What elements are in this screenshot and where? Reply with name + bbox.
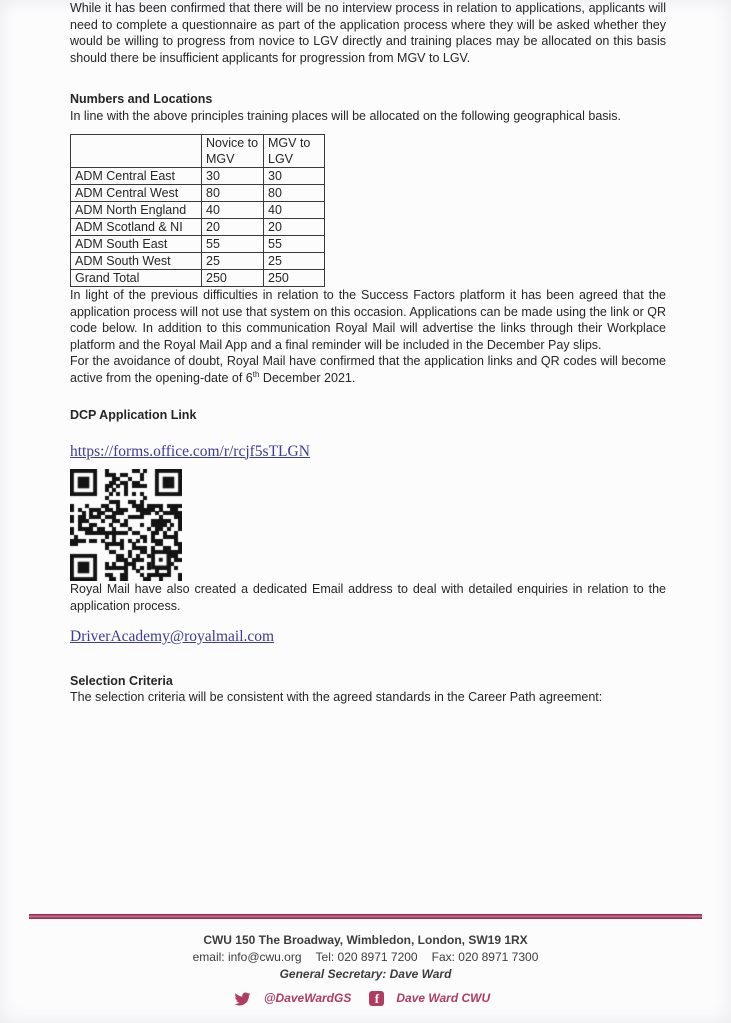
table-row (71, 185, 325, 202)
qr-code-container (70, 469, 666, 581)
table-header-blank (71, 135, 202, 168)
cell-novice: 30 (202, 168, 264, 185)
allocation-table (70, 134, 325, 287)
table-header-row (71, 135, 325, 168)
page-footer (0, 914, 731, 1007)
table-row-grand-total (71, 270, 325, 287)
table-row (71, 253, 325, 270)
heading-selection-criteria: Selection Criteria (70, 673, 173, 688)
paragraph-success-factors: In light of the previous difficulties in relation to the Success Factors platform it has been agreed that the application process will not use that system on this occasion. Applications can be made using the link or QR code below. In addition to this communication Royal Mail will advertise the links through their Workplace platform and the Royal Mail App and a final reminder will be included in the December Pay slips. (70, 288, 666, 352)
cell-novice: 20 (202, 219, 264, 236)
footer-contact-line (0, 949, 731, 966)
cell-area: ADM North England (71, 202, 202, 219)
footer-fax: Fax: 020 8971 7300 (431, 950, 539, 964)
cell-area: ADM South East (71, 236, 202, 253)
footer-tel: Tel: 020 8971 7200 (315, 950, 418, 964)
cell-novice: 40 (202, 202, 264, 219)
twitter-handle-label[interactable]: @DaveWardGS (263, 991, 352, 1005)
cell-lgv: 55 (264, 236, 325, 253)
heading-numbers-and-locations: Numbers and Locations (70, 92, 213, 106)
facebook-name-label[interactable]: Dave Ward CWU (396, 991, 491, 1005)
table-header-mgv-to-lgv: MGV to LGV (264, 135, 325, 168)
footer-social-row (0, 990, 731, 1007)
cell-area: Grand Total (71, 270, 202, 287)
cell-lgv: 30 (264, 168, 325, 185)
ordinal-superscript: th (252, 369, 260, 379)
avoidance-text: For the avoidance of doubt, Royal Mail have confirmed that the application links and QR codes will become active from the opening-date of 6 (70, 354, 666, 385)
footer-general-secretary: General Secretary: Dave Ward (279, 967, 452, 981)
paragraph-intro: While it has been confirmed that there will be no interview process in relation to applications, applicants will need to complete a questionnaire as part of the application process where they will be asked whether they would be willing to progress from novice to LGV directly and training places may be allocated on this basis should there be insufficient applicants for progression from MGV to LGV. (70, 1, 666, 65)
cell-lgv: 40 (264, 202, 325, 219)
paragraph-avoidance-of-doubt (70, 353, 666, 386)
document-content (70, 0, 666, 706)
dcp-application-link[interactable]: https://forms.office.com/r/rcjf5sTLGN (70, 442, 310, 460)
footer-email: email: info@cwu.org (192, 950, 302, 964)
cell-novice: 55 (202, 236, 264, 253)
table-row (71, 202, 325, 219)
email-link-line (70, 629, 666, 646)
avoidance-text-end: December 2021. (259, 370, 356, 385)
cell-lgv: 25 (264, 253, 325, 270)
facebook-icon: f (369, 991, 384, 1006)
driver-academy-email-link[interactable]: DriverAcademy@royalmail.com (70, 628, 275, 645)
table-header-novice-to-mgv: Novice to MGV (202, 135, 264, 168)
paragraph-geographical-basis: In line with the above principles training places will be allocated on the following geographical basis. (70, 108, 622, 123)
cell-novice: 25 (202, 253, 264, 270)
cell-novice: 80 (202, 185, 264, 202)
cell-area: ADM Central East (71, 168, 202, 185)
table-row (71, 219, 325, 236)
table-row (71, 236, 325, 253)
cell-area: ADM South West (71, 253, 202, 270)
footer-divider-rule (29, 914, 702, 919)
paragraph-selection-criteria: The selection criteria will be consistent with the agreed standards in the Career Path agreement: (70, 690, 603, 704)
cell-lgv: 80 (264, 185, 325, 202)
heading-dcp-application-link: DCP Application Link (70, 408, 197, 422)
qr-code-image (70, 469, 182, 581)
cell-novice: 250 (202, 270, 264, 287)
footer-address: CWU 150 The Broadway, Wimbledon, London, SW19 1RX (203, 933, 528, 947)
table-row (71, 168, 325, 185)
footer-text-block (0, 932, 731, 1007)
twitter-icon (233, 991, 252, 1007)
paragraph-dedicated-email: Royal Mail have also created a dedicated Email address to deal with detailed enquiries in relation to the application process. (70, 582, 666, 613)
cell-area: ADM Scotland & NI (71, 219, 202, 236)
dcp-link-line (70, 444, 666, 461)
cell-area: ADM Central West (71, 185, 202, 202)
cell-lgv: 20 (264, 219, 325, 236)
cell-lgv: 250 (264, 270, 325, 287)
